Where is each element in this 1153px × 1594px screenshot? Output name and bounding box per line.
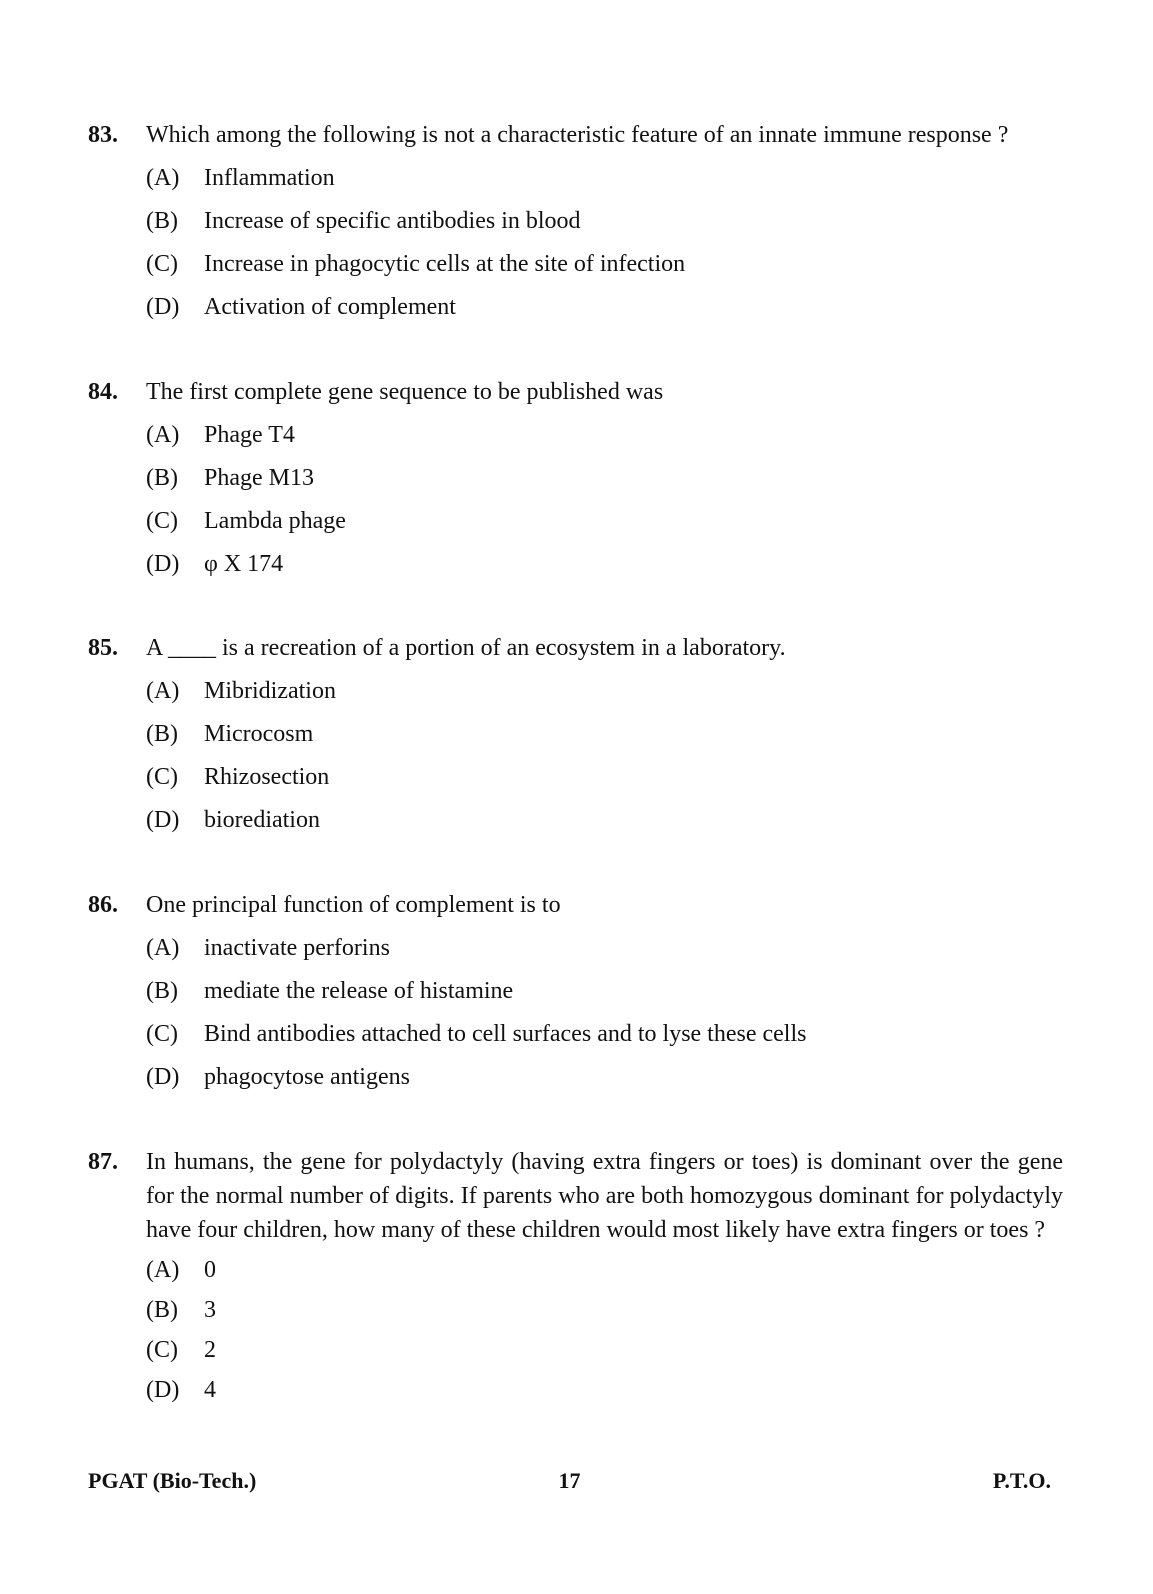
- question-84: [88, 375, 1063, 581]
- option-label: (D): [146, 551, 180, 577]
- option-label: (C): [146, 251, 178, 277]
- option-c: [146, 1333, 1063, 1367]
- option-a: [146, 161, 1063, 195]
- option-label: (B): [146, 1297, 178, 1323]
- question-number: 86.: [88, 892, 118, 918]
- option-b: [146, 1293, 1063, 1327]
- option-label: (C): [146, 764, 178, 790]
- option-text: Phage M13: [204, 465, 314, 491]
- option-a: [146, 674, 1063, 708]
- question-83: [88, 118, 1063, 324]
- question-86: [88, 888, 1063, 1094]
- option-text: mediate the release of histamine: [204, 978, 514, 1004]
- exam-code: PGAT (Bio-Tech.): [88, 1468, 257, 1493]
- option-d: [146, 547, 1063, 581]
- option-c: [146, 1017, 1063, 1051]
- option-text: Rhizosection: [204, 764, 330, 790]
- option-label: (C): [146, 1021, 178, 1047]
- option-label: (C): [146, 508, 178, 534]
- option-text: Mibridization: [204, 678, 336, 704]
- option-text: Activation of complement: [204, 294, 456, 320]
- option-text: Microcosm: [204, 721, 314, 747]
- option-b: [146, 974, 1063, 1008]
- option-a: [146, 418, 1063, 452]
- option-c: [146, 504, 1063, 538]
- option-c: [146, 760, 1063, 794]
- question-text: The first complete gene sequence to be published was: [146, 379, 664, 405]
- option-label: (B): [146, 465, 178, 491]
- option-text: biorediation: [204, 807, 320, 833]
- page-number: 17: [558, 1468, 581, 1493]
- option-label: (A): [146, 1257, 180, 1283]
- option-a: [146, 1253, 1063, 1287]
- question-text: A ____ is a recreation of a portion of an ecosystem in a laboratory.: [146, 635, 786, 661]
- option-c: [146, 247, 1063, 281]
- option-d: [146, 1060, 1063, 1094]
- option-text: 3: [204, 1297, 216, 1323]
- option-text: 0: [204, 1257, 216, 1283]
- option-b: [146, 461, 1063, 495]
- option-label: (D): [146, 1377, 180, 1403]
- question-text: In humans, the gene for polydactyly (having extra fingers or toes) is dominant over the gene for the normal number of digits. If parents who are both homozygous dominant for polydactyly have four children, how many of these children would most likely have extra fingers or toes ?: [146, 1149, 1063, 1243]
- option-text: Bind antibodies attached to cell surfaces and to lyse these cells: [204, 1021, 807, 1047]
- option-label: (B): [146, 978, 178, 1004]
- option-text: Lambda phage: [204, 508, 346, 534]
- pto-label: P.T.O.: [992, 1468, 1051, 1493]
- question-87: [88, 1145, 1063, 1407]
- question-number: 85.: [88, 635, 118, 661]
- question-number: 87.: [88, 1149, 118, 1175]
- option-label: (C): [146, 1337, 178, 1363]
- question-85: [88, 631, 1063, 837]
- option-label: (A): [146, 678, 180, 704]
- option-text: 2: [204, 1337, 216, 1363]
- question-text: Which among the following is not a characteristic feature of an innate immune response ?: [146, 122, 1009, 148]
- option-b: [146, 204, 1063, 238]
- option-label: (D): [146, 1064, 180, 1090]
- option-d: [146, 290, 1063, 324]
- option-d: [146, 803, 1063, 837]
- option-b: [146, 717, 1063, 751]
- option-a: [146, 931, 1063, 965]
- option-label: (D): [146, 807, 180, 833]
- option-label: (A): [146, 165, 180, 191]
- option-label: (A): [146, 935, 180, 961]
- option-text: 4: [204, 1377, 216, 1403]
- option-label: (B): [146, 721, 178, 747]
- option-text: Phage T4: [204, 422, 295, 448]
- question-number: 84.: [88, 379, 118, 405]
- option-text: Increase of specific antibodies in blood: [204, 208, 581, 234]
- option-d: [146, 1373, 1063, 1407]
- option-text: inactivate perforins: [204, 935, 390, 961]
- question-number: 83.: [88, 122, 118, 148]
- option-label: (B): [146, 208, 178, 234]
- option-text: phagocytose antigens: [204, 1064, 410, 1090]
- option-text: Increase in phagocytic cells at the site of infection: [204, 251, 686, 277]
- question-text: One principal function of complement is to: [146, 892, 561, 918]
- page-footer: [88, 1468, 1051, 1502]
- option-label: (D): [146, 294, 180, 320]
- option-label: (A): [146, 422, 180, 448]
- option-text: Inflammation: [204, 165, 335, 191]
- option-text: φ X 174: [204, 551, 284, 577]
